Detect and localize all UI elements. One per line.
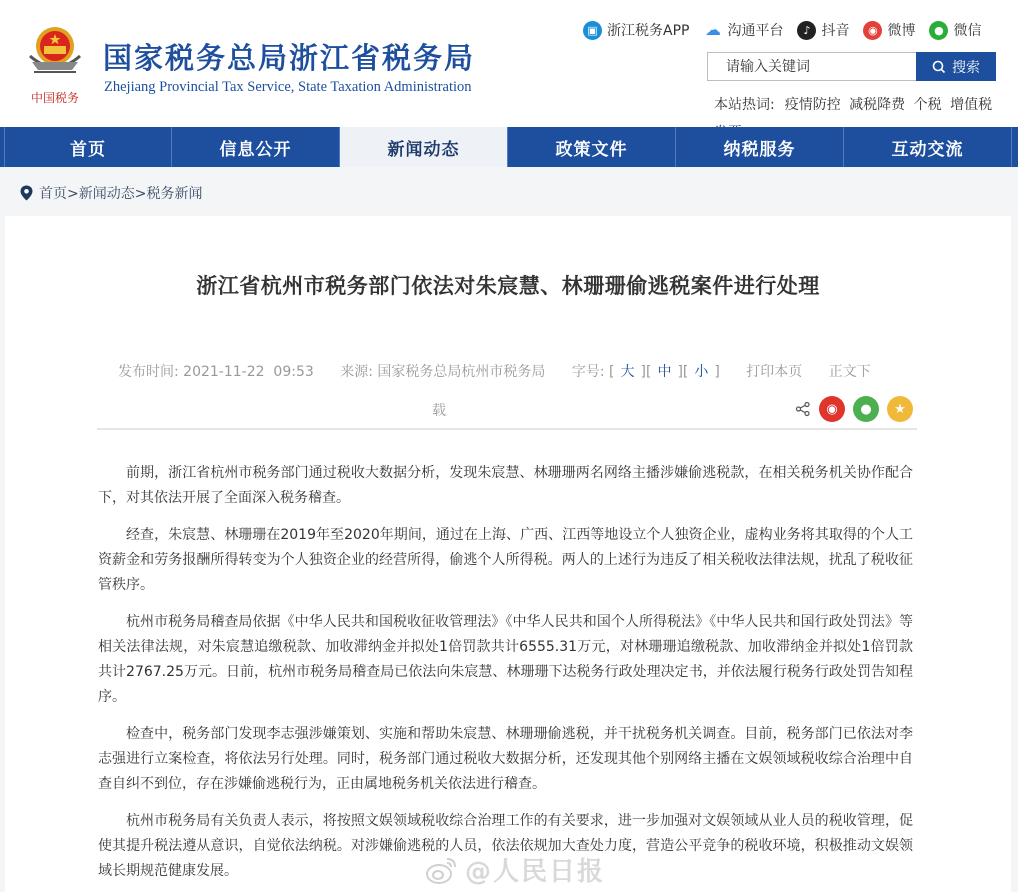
social-wechat-label: 微信 (953, 23, 982, 39)
social-weibo-label: 微博 (887, 23, 916, 39)
national-emblem-logo[interactable] (22, 22, 88, 110)
download-link[interactable]: 正文下 (828, 364, 871, 380)
site-title[interactable]: 国家税务总局浙江省税务局 (103, 41, 476, 75)
nav-item-news[interactable]: 新闻动态 (340, 127, 508, 167)
breadcrumb-separator: > (67, 186, 79, 202)
article-paragraph: 杭州市税务局有关负责人表示，将按照文娱领域税收综合治理工作的有关要求，进一步加强对文娱领域从业人员的税收管理，促使其提升税法遵从意识，自觉依法纳税。对涉嫌偷逃税的人员，依法依规加大查处力度，营造公平竞争的税收环境，积极推动文娱领域长期规范健康发展。 (98, 813, 913, 879)
social-platform-link[interactable] (703, 20, 783, 40)
article-title: 浙江省杭州市税务部门依法对朱宸慧、林珊珊偷逃税案件进行处理 (196, 274, 820, 298)
site-subtitle: Zhejiang Provincial Tax Service, State Taxation Administration (104, 79, 472, 95)
source-label: 来源: (340, 364, 373, 380)
site-header (0, 0, 1018, 127)
font-size-label: 字号: (571, 364, 605, 380)
favorite-icon[interactable]: ★ (887, 396, 913, 422)
nav-item-tax-service[interactable]: 纳税服务 (676, 127, 844, 167)
publish-time: 2021-11-22 09:53 (183, 364, 314, 380)
social-platform-label: 沟通平台 (727, 23, 784, 39)
cloud-icon: ☁ (704, 20, 721, 39)
watermark (425, 851, 605, 888)
weibo-share-icon[interactable]: ◉ (819, 396, 845, 422)
hot-word-link[interactable]: 个税 (913, 97, 942, 113)
search-button[interactable] (916, 52, 996, 81)
breadcrumb-separator: > (134, 186, 147, 202)
divider (97, 428, 917, 430)
article-body (98, 461, 913, 892)
breadcrumb-news[interactable]: 新闻动态 (78, 186, 135, 202)
social-app-link[interactable] (583, 20, 689, 40)
article-paragraph: 杭州市税务局稽查局依据《中华人民共和国税收征收管理法》《中华人民共和国个人所得税法》《中华人民共和国行政处罚法》等相关法律法规，对朱宸慧追缴税款、加收滞纳金并拟处1倍罚款共计6555.31万元，对林珊珊追缴税款、加收滞纳金并拟处1倍罚款共计2767.25万元。日前，杭州市税务局稽查局已依法向朱宸慧、林珊珊下达税务行政处理决定书，并依法履行税务行政处罚告知程序。 (98, 614, 913, 705)
article-paragraph: 前期，浙江省杭州市税务部门通过税收大数据分析，发现朱宸慧、林珊珊两名网络主播涉嫌偷逃税款，在相关税务机关协作配合下，对其依法开展了全面深入税务稽查。 (98, 465, 913, 506)
breadcrumb-home[interactable]: 首页 (39, 186, 67, 202)
app-icon: ▣ (583, 21, 602, 40)
nav-item-home[interactable]: 首页 (4, 127, 172, 167)
social-app-label: 浙江税务APP (607, 23, 690, 39)
weibo-watermark-icon (425, 855, 459, 885)
font-size-medium[interactable]: 中 (657, 364, 672, 380)
search-icon (932, 60, 946, 74)
social-links (583, 20, 981, 40)
share-bar (795, 396, 913, 422)
nav-item-policy[interactable]: 政策文件 (508, 127, 676, 167)
douyin-icon: ♪ (797, 21, 816, 40)
article-meta: 发布时间: 2021-11-22 09:53 来源: 国家税务总局杭州市税务局 字号: [ 大 ][ 中 ][ 小 ] 打印本页 正文下 (118, 361, 918, 381)
article-container (5, 216, 1011, 892)
location-pin-icon (20, 185, 33, 201)
hot-word-link[interactable]: 增值税 (950, 97, 993, 113)
article-paragraph: 经查，朱宸慧、林珊珊在2019年至2020年期间，通过在上海、广西、江西等地设立个人独资企业，虚构业务将其取得的个人工资薪金和劳务报酬所得转变为个人独资企业的经营所得，偷逃个人所得税。两人的上述行为违反了相关税收法律法规，扰乱了税收征管秩序。 (98, 527, 913, 593)
nav-item-info-disclosure[interactable]: 信息公开 (172, 127, 340, 167)
weibo-icon: ◉ (863, 21, 882, 40)
publish-label: 发布时间: (118, 364, 179, 380)
article-paragraph: 检查中，税务部门发现李志强涉嫌策划、实施和帮助朱宸慧、林珊珊偷逃税，并干扰税务机关调查。目前，税务部门已依法对李志强进行立案检查，将依法另行处理。同时，税务部门通过税收大数据分析，还发现其他个别网络主播在文娱领域税收综合治理中自查自纠不到位，存在涉嫌偷逃税行为，正由属地税务机关依法进行稽查。 (98, 726, 913, 792)
social-wechat-link[interactable] (929, 20, 981, 40)
font-size-large[interactable]: 大 (620, 364, 635, 380)
wechat-icon: ● (929, 21, 948, 40)
hot-word-link[interactable]: 减税降费 (849, 97, 906, 113)
social-douyin-label: 抖音 (821, 23, 850, 39)
social-douyin-link[interactable] (797, 20, 849, 40)
search-button-label: 搜索 (952, 59, 980, 76)
hot-word-link[interactable]: 疫情防控 (784, 97, 841, 113)
watermark-text: @人民日报 (465, 857, 606, 887)
print-link[interactable]: 打印本页 (746, 364, 803, 380)
nav-item-interaction[interactable]: 互动交流 (844, 127, 1012, 167)
wechat-share-icon[interactable]: ● (853, 396, 879, 422)
download-link-continued[interactable]: 载 (432, 403, 446, 419)
share-icon[interactable] (795, 401, 811, 417)
font-size-small[interactable]: 小 (694, 364, 709, 380)
hot-words-label: 本站热词: (714, 97, 775, 113)
social-weibo-link[interactable] (863, 20, 915, 40)
breadcrumb (20, 183, 202, 203)
search-input[interactable] (707, 52, 917, 81)
breadcrumb-tax-news[interactable]: 税务新闻 (146, 186, 203, 202)
main-nav (0, 127, 1018, 167)
svg-text:中国税务: 中国税务 (30, 91, 80, 105)
source-value: 国家税务总局杭州市税务局 (377, 364, 546, 380)
